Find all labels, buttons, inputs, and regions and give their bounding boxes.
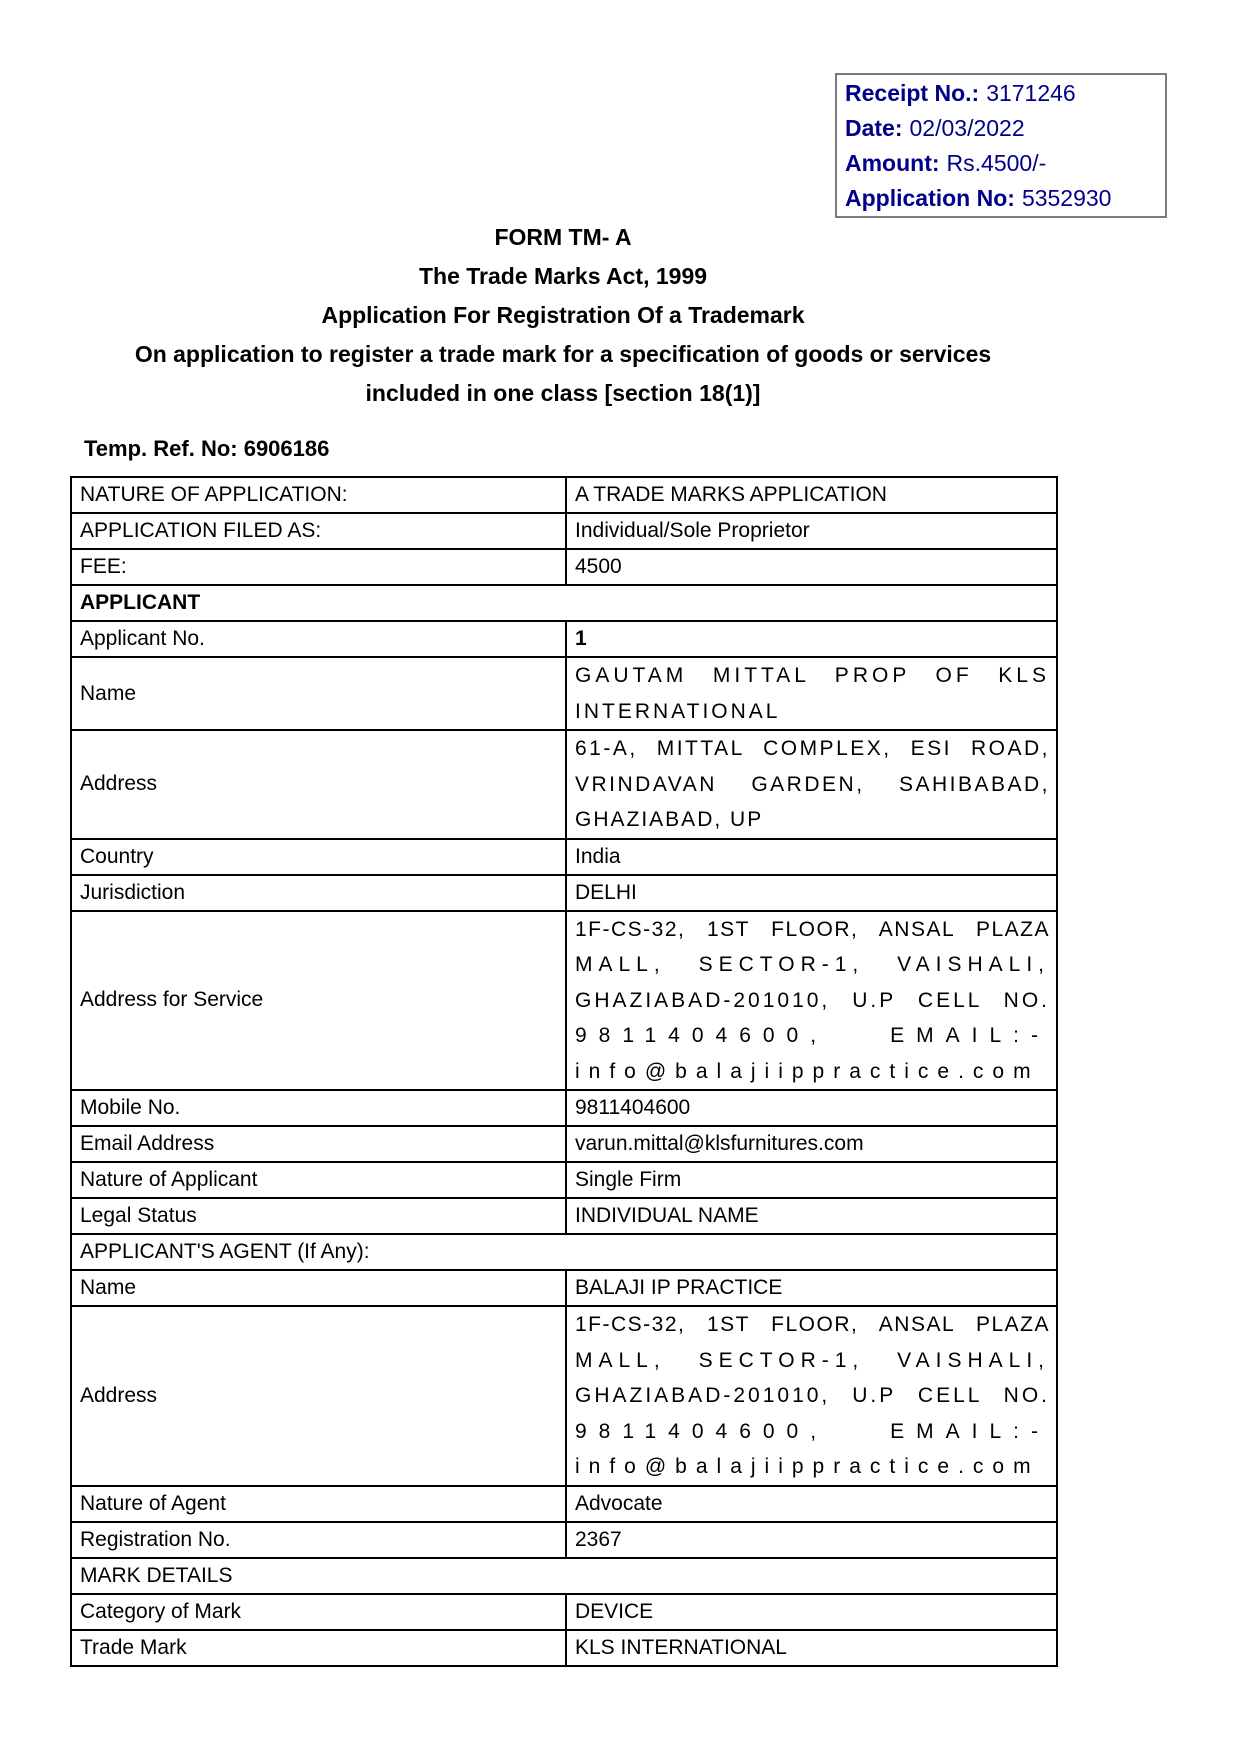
value-line: MALL, SECTOR-1, VAISHALI,: [575, 1348, 1050, 1372]
row-value: A TRADE MARKS APPLICATION: [566, 477, 1057, 513]
value-line: 61-A, MITTAL COMPLEX, ESI ROAD,: [575, 737, 1050, 760]
row-label: FEE:: [71, 549, 566, 585]
table-row: [71, 875, 1057, 911]
row-label: Category of Mark: [71, 1594, 566, 1630]
value-line: VRINDAVAN GARDEN, SAHIBABAD,: [575, 772, 1050, 796]
receipt-number-line: [845, 76, 1165, 111]
value-line: 9811404600, EMAIL:-: [575, 1419, 1050, 1443]
application-title: Application For Registration Of a Trademark: [321, 302, 805, 328]
table-row: [71, 1522, 1057, 1558]
receipt-amount-line: [845, 146, 1165, 181]
row-value: 2367: [566, 1522, 1057, 1558]
row-value: 4500: [566, 549, 1057, 585]
row-value: Single Firm: [566, 1162, 1057, 1198]
table-row: [71, 657, 1057, 730]
row-label: Country: [71, 839, 566, 875]
table-row: [71, 1630, 1057, 1666]
table-row: [71, 1486, 1057, 1522]
table-row: [71, 1090, 1057, 1126]
row-label: NATURE OF APPLICATION:: [71, 477, 566, 513]
row-label: Applicant No.: [71, 621, 566, 657]
form-title: FORM TM- A: [494, 224, 632, 250]
row-label: Address: [71, 1306, 566, 1486]
row-value: [566, 730, 1057, 839]
application-subtitle-2: included in one class [section 18(1)]: [365, 380, 761, 406]
table-row: [71, 513, 1057, 549]
value-line: 1F-CS-32, 1ST FLOOR, ANSAL PLAZA: [575, 917, 1050, 941]
table-row: [71, 1270, 1057, 1306]
table-row: [71, 621, 1057, 657]
value-line: 9811404600, EMAIL:-: [575, 1024, 1050, 1047]
row-value: KLS INTERNATIONAL: [566, 1630, 1057, 1666]
table-row: [71, 477, 1057, 513]
value-line: 1F-CS-32, 1ST FLOOR, ANSAL PLAZA: [575, 1313, 1050, 1336]
row-value: 1: [566, 621, 1057, 657]
value-line: GAUTAM MITTAL PROP OF KLS: [575, 664, 1050, 687]
application-table: [70, 476, 1058, 1667]
receipt-application-line: [845, 181, 1165, 216]
row-value: India: [566, 839, 1057, 875]
receipt-application-value: 5352930: [1021, 185, 1112, 211]
receipt-number-value: 3171246: [986, 80, 1076, 106]
receipt-amount-value: Rs.4500/-: [946, 150, 1047, 176]
receipt-date-line: [845, 111, 1165, 146]
table-row: [71, 1162, 1057, 1198]
row-label: Nature of Applicant: [71, 1162, 566, 1198]
table-row: [71, 839, 1057, 875]
value-line: info@balajiippractice.com: [575, 1455, 1040, 1478]
section-row: [71, 585, 1057, 621]
receipt-number-label: Receipt No.:: [845, 80, 980, 106]
table-row: [71, 911, 1057, 1091]
receipt-box: [835, 73, 1167, 218]
section-header-applicant: APPLICANT: [71, 585, 1057, 621]
table-row: [71, 1594, 1057, 1630]
receipt-application-label: Application No:: [845, 185, 1015, 211]
section-header-agent: APPLICANT'S AGENT (If Any):: [71, 1234, 1057, 1270]
row-value: varun.mittal@klsfurnitures.com: [566, 1126, 1057, 1162]
table-row: [71, 1306, 1057, 1486]
row-value: BALAJI IP PRACTICE: [566, 1270, 1057, 1306]
row-value: DELHI: [566, 875, 1057, 911]
table-row: [71, 549, 1057, 585]
act-title: The Trade Marks Act, 1999: [418, 263, 708, 289]
row-label: Jurisdiction: [71, 875, 566, 911]
row-label: Legal Status: [71, 1198, 566, 1234]
application-subtitle-1: On application to register a trade mark for a specification of goods or services: [134, 341, 992, 367]
section-row: [71, 1558, 1057, 1594]
form-headings: [70, 218, 1056, 413]
table-row: [71, 730, 1057, 839]
row-label: Registration No.: [71, 1522, 566, 1558]
table-row: [71, 1126, 1057, 1162]
row-label: Address for Service: [71, 911, 566, 1091]
row-label: Address: [71, 730, 566, 839]
receipt-amount-label: Amount:: [845, 150, 940, 176]
temp-ref-number: Temp. Ref. No: 6906186: [84, 436, 330, 461]
row-value: [566, 657, 1057, 730]
row-value: [566, 1306, 1057, 1486]
value-line: MALL, SECTOR-1, VAISHALI,: [575, 953, 1050, 976]
value-line: GHAZIABAD-201010, U.P CELL NO.: [575, 988, 1050, 1012]
row-value: Advocate: [566, 1486, 1057, 1522]
table-row: [71, 1198, 1057, 1234]
row-label: Name: [71, 657, 566, 730]
receipt-date-value: 02/03/2022: [909, 115, 1025, 141]
row-label: Trade Mark: [71, 1630, 566, 1666]
row-value: Individual/Sole Proprietor: [566, 513, 1057, 549]
value-line: GHAZIABAD-201010, U.P CELL NO.: [575, 1384, 1050, 1407]
value-line: GHAZIABAD, UP: [575, 808, 764, 831]
row-label: Email Address: [71, 1126, 566, 1162]
row-value: DEVICE: [566, 1594, 1057, 1630]
section-row: [71, 1234, 1057, 1270]
row-value: INDIVIDUAL NAME: [566, 1198, 1057, 1234]
value-line: INTERNATIONAL: [575, 699, 781, 723]
row-label: Nature of Agent: [71, 1486, 566, 1522]
row-label: Name: [71, 1270, 566, 1306]
row-value: 9811404600: [566, 1090, 1057, 1126]
value-line: info@balajiippractice.com: [575, 1059, 1040, 1083]
row-label: Mobile No.: [71, 1090, 566, 1126]
receipt-date-label: Date:: [845, 115, 903, 141]
row-label: APPLICATION FILED AS:: [71, 513, 566, 549]
row-value: [566, 911, 1057, 1091]
section-header-mark-details: MARK DETAILS: [71, 1558, 1057, 1594]
